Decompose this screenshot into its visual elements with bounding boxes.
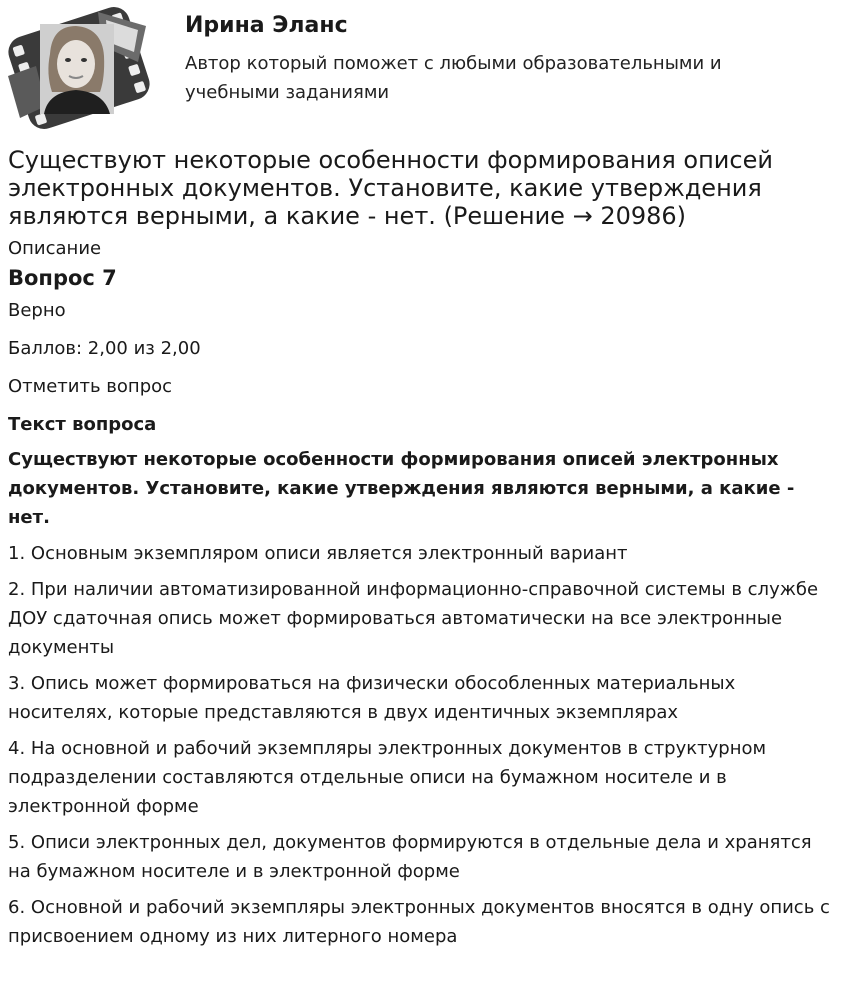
list-item: 1. Основным экземпляром описи является электронный вариант xyxy=(8,543,628,564)
question-text-label: Текст вопроса xyxy=(8,414,157,435)
description-label: Описание xyxy=(8,238,102,259)
list-item: 6. Основной и рабочий экземпляры электронных документов вносятся в одну опись с присвоением одному из них литерного номера xyxy=(8,897,830,947)
author-block xyxy=(0,0,847,140)
author-description: Автор который поможет с любыми образовательными и учебными заданиями xyxy=(185,53,722,103)
page-title: Существуют некоторые особенности формирования описей электронных документов. Установите, какие утверждения являются верными, а какие - нет. (Решение → 20986) xyxy=(8,146,773,230)
list-item: 2. При наличии автоматизированной информационно-справочной системы в службе ДОУ сдаточная опись может формироваться автоматически на все электронные документы xyxy=(8,579,819,658)
avatar-film-frame-image xyxy=(6,6,152,130)
main-content xyxy=(8,146,840,958)
list-item: 3. Опись может формироваться на физически обособленных материальных носителях, которые представляются в двух идентичных экземплярах xyxy=(8,673,736,723)
question-score: Баллов: 2,00 из 2,00 xyxy=(8,338,201,359)
avatar xyxy=(6,6,152,130)
question-status: Верно xyxy=(8,300,66,321)
question-number: Вопрос 7 xyxy=(8,266,117,290)
author-name: Ирина Эланс xyxy=(185,13,348,38)
question-text: Существуют некоторые особенности формирования описей электронных документов. Установите, какие утверждения являются верными, а какие - нет. xyxy=(8,449,795,528)
flag-question-link[interactable]: Отметить вопрос xyxy=(8,376,173,397)
list-item: 4. На основной и рабочий экземпляры электронных документов в структурном подразделении составляются отдельные описи на бумажном носителе и в электронной форме xyxy=(8,738,767,817)
list-item: 5. Описи электронных дел, документов формируются в отдельные дела и хранятся на бумажном носителе и в электронной форме xyxy=(8,832,812,882)
